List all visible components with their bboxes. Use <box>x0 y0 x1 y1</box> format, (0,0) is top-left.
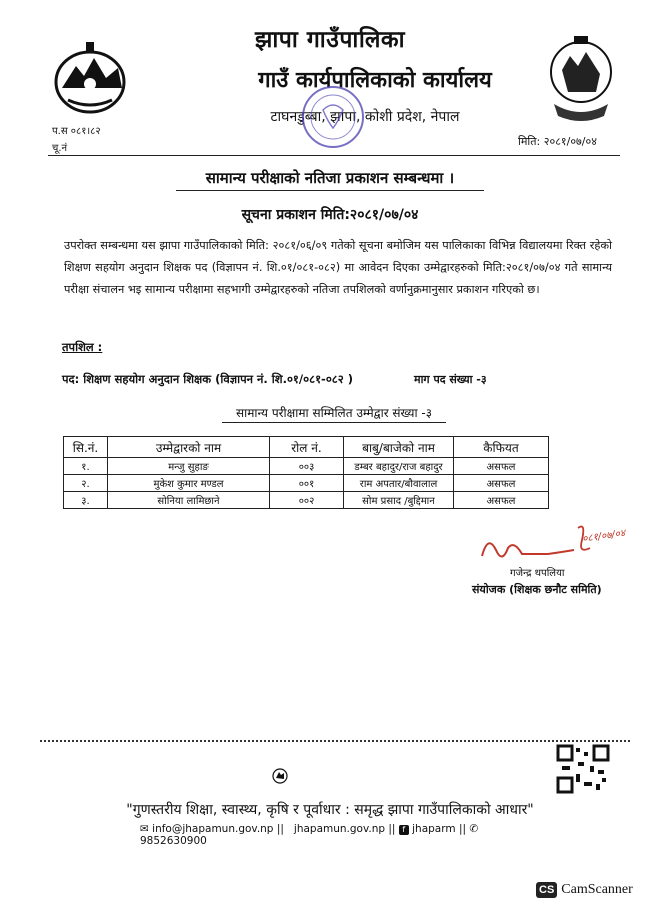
roll-number-cell: ००२ <box>270 492 344 509</box>
footer-emblem-icon <box>270 766 290 786</box>
remarks-cell: असफल <box>454 492 549 509</box>
demand-count: माग पद संख्या -३ <box>414 373 487 386</box>
phone-icon: ✆ <box>469 823 479 835</box>
candidate-name-cell: मन्जु सुहाङ <box>108 458 270 475</box>
table-row <box>64 492 549 509</box>
serial-cell: ३. <box>64 492 108 509</box>
table-row <box>64 475 549 492</box>
remarks-cell: असफल <box>454 475 549 492</box>
serial-cell: २. <box>64 475 108 492</box>
signatory-name: गजेन्द्र थपलिया <box>510 568 565 579</box>
candidate-name-cell: मुकेश कुमार मण्डल <box>108 475 270 492</box>
remarks-cell: असफल <box>454 458 549 475</box>
parent-name-cell: राम अपतार/बौवालाल <box>344 475 454 492</box>
camscanner-badge: CS <box>536 882 557 898</box>
municipality-name: झापा गाउँपालिका <box>254 27 406 53</box>
results-table <box>63 436 549 509</box>
notice-publish-date: सूचना प्रकाशन मिति:२०८१/०७/०४ <box>241 207 419 223</box>
candidate-name-cell: सोनिया लामिछाने <box>108 492 270 509</box>
qr-code <box>556 744 610 794</box>
reference-number: प.स ०८१।८२ <box>52 126 101 137</box>
header-roll-number: रोल नं. <box>270 437 344 458</box>
facebook-icon: f <box>399 825 409 835</box>
office-address: टाघनडुब्बा, झापा, कोशी प्रदेश, नेपाल <box>270 109 460 125</box>
notice-title: सामान्य परीक्षाको नतिजा प्रकाशन सम्बन्धमा । <box>205 169 455 187</box>
tapsil-label: तपशिल : <box>62 340 103 354</box>
contact-email: info@jhapamun.gov.np || <box>152 823 284 835</box>
roll-number-cell: ००१ <box>270 475 344 492</box>
camscanner-watermark <box>536 882 633 898</box>
signature-date: ०८१/०७/०४ <box>581 528 626 545</box>
parent-name-cell: सोम प्रसाद /बुद्दिमान <box>344 492 454 509</box>
table-row <box>64 458 549 475</box>
roll-number-cell: ००३ <box>270 458 344 475</box>
header-remarks: कैफियत <box>454 437 549 458</box>
candidate-count-caption: सामान्य परीक्षामा सम्मिलित उम्मेद्वार संख्या -३ <box>236 406 432 420</box>
caption-underline <box>222 422 446 423</box>
email-icon: ✉ <box>140 823 149 835</box>
post-description: पद: शिक्षण सहयोग अनुदान शिक्षक (विज्ञापन नं. शि.०१/०८१-०८२ ) <box>62 372 354 386</box>
footer-divider <box>40 740 630 742</box>
header-divider <box>48 155 620 156</box>
header-serial: सि.नं. <box>64 437 108 458</box>
footer-contact <box>140 823 540 847</box>
notice-body: उपरोक्त सम्बन्धमा यस झापा गाउँपालिकाको मिति: २०८१/०६/०९ गतेको सूचना बमोजिम यस पालिकाका विभिन्न विद्यालयमा रिक्त रहेको शिक्षण सहयोग अनुदान शिक्षक पद (विज्ञापन नं. शि.०१/०८१-०८२) मा आवेदन दिएका उम्मेद्वारहरुको मिति:२०८१/०७/०४ गते सामान्य परीक्षा संचालन भइ सामान्य परीक्षामा सहभागी उम्मेद्वारहरुको नतिजा तपशिलको वर्णानुक्रमानुसार प्रकाशन गरिएको छ। <box>64 239 612 296</box>
serial-cell: १. <box>64 458 108 475</box>
signatory-role: संयोजक (शिक्षक छनौट समिति) <box>472 583 602 596</box>
footer-motto: "गुणस्तरीय शिक्षा, स्वास्थ्य, कृषि र पूर्वाधार : समृद्ध झापा गाउँपालिकाको आधार" <box>126 802 534 818</box>
parent-name-cell: डम्बर बहादुर/राज बहादुर <box>344 458 454 475</box>
office-stamp <box>298 82 368 152</box>
contact-phone: 9852630900 <box>140 835 207 847</box>
camscanner-label: CamScanner <box>561 882 633 898</box>
contact-facebook: jhaparm || <box>412 823 467 835</box>
header-parent-name: बाबु/बाजेको नाम <box>344 437 454 458</box>
letter-date: मिति: २०८१/०७/०४ <box>518 135 597 148</box>
office-name: गाउँ कार्यपालिकाको कार्यालय <box>258 68 492 93</box>
table-header-row <box>64 437 549 458</box>
contact-website: jhapamun.gov.np || <box>293 823 396 835</box>
dispatch-number: चू.नं <box>52 143 68 154</box>
title-underline <box>176 190 484 191</box>
header-candidate-name: उम्मेद्वारको नाम <box>108 437 270 458</box>
